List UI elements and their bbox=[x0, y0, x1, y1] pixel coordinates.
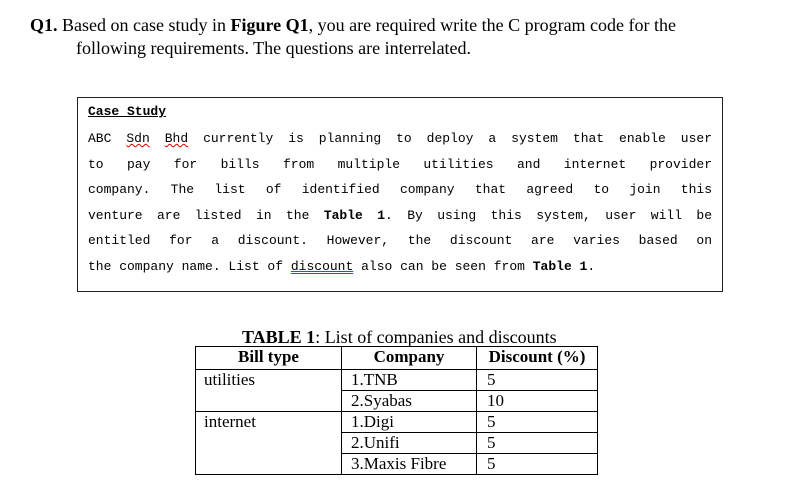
question-number: Q1. bbox=[30, 15, 58, 35]
discount-cell: 5 bbox=[477, 370, 598, 391]
table-caption bbox=[242, 326, 557, 348]
bill-type-cell bbox=[196, 454, 342, 475]
discount-cell: 5 bbox=[477, 433, 598, 454]
case-study-line-3: company. The list of identified company that agreed to join this bbox=[88, 182, 712, 197]
header-bill-type: Bill type bbox=[196, 347, 342, 370]
figure-reference: Figure Q1 bbox=[230, 15, 309, 35]
company-cell: 2.Unifi bbox=[342, 433, 477, 454]
company-cell: 3.Maxis Fibre bbox=[342, 454, 477, 475]
case-study-box bbox=[77, 97, 723, 292]
case-study-title: Case Study bbox=[88, 104, 167, 119]
table-row bbox=[196, 433, 598, 454]
question-line-2: following requirements. The questions are interrelated. bbox=[76, 38, 472, 58]
spellcheck-word: Sdn bbox=[126, 131, 150, 146]
spellcheck-word: Bhd bbox=[164, 131, 189, 146]
table-caption-text: : List of companies and discounts bbox=[315, 327, 557, 347]
bill-type-cell: utilities bbox=[196, 370, 342, 391]
case-study-line-1: ABC Sdn Bhd currently is planning to deploy a system that enable user bbox=[88, 131, 712, 146]
bill-type-cell: internet bbox=[196, 412, 342, 433]
discount-cell: 5 bbox=[477, 412, 598, 433]
case-study-line-4: venture are listed in the Table 1. By using this system, user will be bbox=[88, 207, 712, 223]
grammar-flag-word: discount bbox=[290, 258, 354, 274]
company-cell: 2.Syabas bbox=[342, 391, 477, 412]
table-header-row bbox=[196, 347, 598, 370]
bill-type-cell bbox=[196, 391, 342, 412]
table-reference: Table 1 bbox=[323, 207, 386, 223]
case-study-line-6: the company name. List of discount also can be seen from Table 1. bbox=[88, 258, 596, 274]
header-discount: Discount (%) bbox=[477, 347, 598, 370]
case-study-body bbox=[88, 129, 712, 282]
discount-table-container bbox=[195, 346, 598, 475]
table-reference: Table 1 bbox=[532, 258, 588, 274]
discount-cell: 5 bbox=[477, 454, 598, 475]
question-intro: Based on case study in bbox=[62, 15, 226, 35]
question-text bbox=[30, 14, 750, 60]
table-caption-label: TABLE 1 bbox=[242, 327, 316, 347]
discount-table bbox=[195, 346, 598, 475]
company-cell: 1.Digi bbox=[342, 412, 477, 433]
header-company: Company bbox=[342, 347, 477, 370]
question-requirement: , you are required write the C program code for the bbox=[308, 15, 677, 35]
table-row bbox=[196, 370, 598, 391]
case-study-line-5: entitled for a discount. However, the discount are varies based on bbox=[88, 233, 712, 248]
case-study-line-2: to pay for bills from multiple utilities and internet provider bbox=[88, 156, 712, 172]
bill-type-cell bbox=[196, 433, 342, 454]
table-row bbox=[196, 412, 598, 433]
table-row bbox=[196, 391, 598, 412]
table-row bbox=[196, 454, 598, 475]
discount-cell: 10 bbox=[477, 391, 598, 412]
company-cell: 1.TNB bbox=[342, 370, 477, 391]
